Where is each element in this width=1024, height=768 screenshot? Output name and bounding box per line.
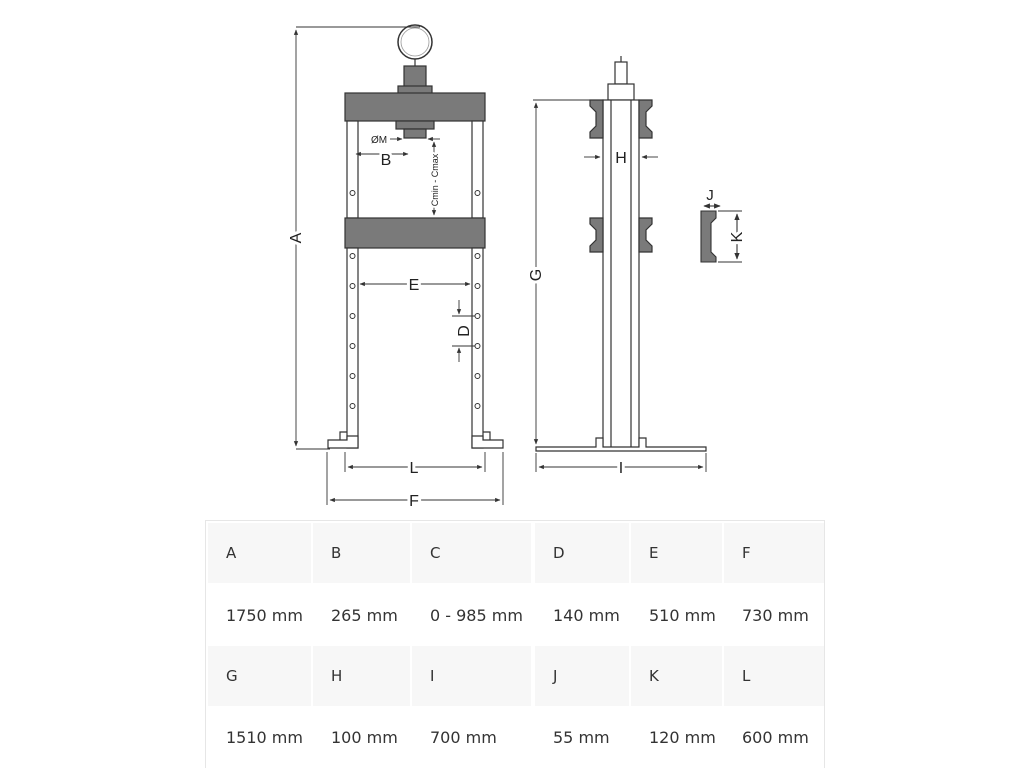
ram [396, 121, 434, 129]
table-header-cell: C [412, 523, 531, 583]
dimensions-table [205, 520, 825, 768]
table-cell: 600 mm [724, 707, 824, 767]
top-beam [345, 93, 485, 121]
label-b: B [380, 152, 392, 169]
label-i: I [618, 460, 624, 477]
table-header-cell: H [313, 646, 410, 706]
table-header-cell: G [208, 646, 311, 706]
label-m: ØM [370, 135, 388, 146]
top-bracket-right [639, 100, 652, 138]
side-view [536, 56, 706, 451]
table-header-row [206, 523, 826, 583]
table-cell: 140 mm [535, 585, 629, 645]
table-header-cell: J [535, 646, 629, 706]
table-cell: 55 mm [535, 707, 629, 767]
label-j: J [706, 187, 714, 204]
label-g: G [528, 268, 545, 282]
label-k: K [729, 231, 746, 243]
mid-bracket-right [639, 218, 652, 252]
label-f: F [409, 493, 419, 510]
mid-bracket-left [590, 218, 603, 252]
top-bracket-left [590, 100, 603, 138]
table-cell: 1750 mm [208, 585, 311, 645]
hydraulic-cylinder [404, 66, 426, 88]
table-cell: 100 mm [313, 707, 410, 767]
table-header-cell: E [631, 523, 722, 583]
table-cell: 120 mm [631, 707, 722, 767]
label-d: D [456, 325, 473, 337]
label-e: E [408, 277, 420, 294]
pressure-gauge-icon [398, 25, 432, 66]
table-cell: 510 mm [631, 585, 722, 645]
label-h: H [615, 150, 627, 167]
table-cell: 730 mm [724, 585, 824, 645]
bolster-beam [345, 218, 485, 248]
label-a: A [288, 232, 305, 244]
table-row [206, 585, 826, 645]
table-header-cell: F [724, 523, 824, 583]
table-header-cell: A [208, 523, 311, 583]
left-foot [328, 436, 358, 448]
right-foot [472, 436, 503, 448]
table-header-cell: D [535, 523, 629, 583]
label-l: L [409, 460, 419, 477]
table-header-cell: I [412, 646, 531, 706]
table-row [206, 707, 826, 767]
table-cell: 265 mm [313, 585, 410, 645]
table-cell: 0 - 985 mm [412, 585, 531, 645]
table-header-row [206, 646, 826, 706]
front-view [328, 25, 503, 448]
label-c: Cmin - Cmax [430, 153, 440, 207]
table-header-cell: L [724, 646, 824, 706]
table-header-cell: B [313, 523, 410, 583]
table-header-cell: K [631, 646, 722, 706]
table-cell: 700 mm [412, 707, 531, 767]
table-cell: 1510 mm [208, 707, 311, 767]
